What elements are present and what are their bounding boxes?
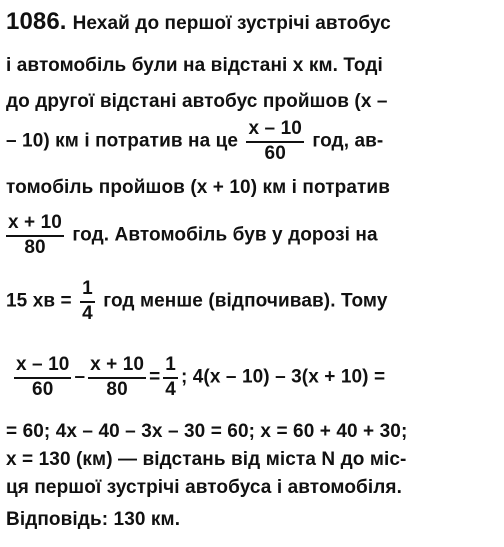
- fraction-numerator: x + 10: [88, 354, 146, 379]
- text-line-3: [6, 90, 498, 114]
- fraction-numerator: 1: [80, 278, 95, 303]
- fraction-car-time: [6, 212, 64, 259]
- line-5-text: томобіль пройшов (x + 10) км і потратив: [6, 177, 390, 198]
- line-2-text: і автомобіль були на відстані x км. Тоді: [6, 55, 383, 76]
- fraction-denominator: 60: [32, 379, 54, 400]
- fraction-denominator: 80: [106, 379, 128, 400]
- fraction-bus-time: [246, 118, 303, 165]
- line-4-text-a: – 10) км і потратив на це: [6, 130, 239, 152]
- line-7-text-a: 15 хв =: [6, 290, 72, 312]
- fraction-numerator: x + 10: [6, 212, 64, 237]
- line-1-text: Нехай до першої зустрічі автобус: [72, 13, 391, 34]
- fraction-eq-middle: [88, 354, 146, 401]
- line-7-text-b: год менше (відпочивав). Тому: [103, 290, 388, 312]
- fraction-numerator: 1: [163, 354, 178, 379]
- equation-line-1: [6, 354, 498, 401]
- problem-number: 1086.: [6, 8, 67, 35]
- equation-4-text: ця першої зустрічі автобуса і автомобіля.: [6, 477, 402, 498]
- fraction-numerator: x – 10: [246, 118, 303, 143]
- text-line-4: [6, 118, 498, 165]
- fraction-quarter-hour: [80, 278, 95, 325]
- text-line-2: [6, 54, 498, 78]
- text-line-1: [6, 10, 498, 36]
- fraction-denominator: 4: [165, 379, 176, 400]
- equation-2-text: = 60; 4x – 40 – 3x – 30 = 60; x = 60 + 40 + 30;: [6, 421, 408, 442]
- equation-line-2: [6, 420, 498, 444]
- text-line-7: [6, 278, 498, 325]
- fraction-eq-left: [14, 354, 71, 401]
- text-line-6: [6, 212, 498, 259]
- fraction-denominator: 4: [82, 303, 93, 324]
- answer-line: [6, 508, 498, 532]
- line-6-text: год. Автомобіль був у дорозі на: [72, 224, 378, 246]
- equation-3-text: x = 130 (км) — відстань від міста N до міс-: [6, 449, 407, 470]
- fraction-denominator: 80: [24, 237, 46, 258]
- equation-line-4: [6, 476, 498, 500]
- equation-1-text: ; 4(x – 10) – 3(x + 10) =: [180, 366, 386, 388]
- operator-equals: =: [149, 366, 161, 388]
- text-line-5: [6, 176, 498, 200]
- fraction-eq-right: [163, 354, 178, 401]
- line-4-text-b: год, ав-: [312, 130, 384, 152]
- equation-line-3: [6, 448, 498, 472]
- operator-minus: –: [74, 366, 86, 388]
- fraction-numerator: x – 10: [14, 354, 71, 379]
- answer-text: Відповідь: 130 км.: [6, 509, 181, 530]
- line-3-text: до другої відстані автобус пройшов (x –: [6, 91, 388, 112]
- fraction-denominator: 60: [264, 143, 286, 164]
